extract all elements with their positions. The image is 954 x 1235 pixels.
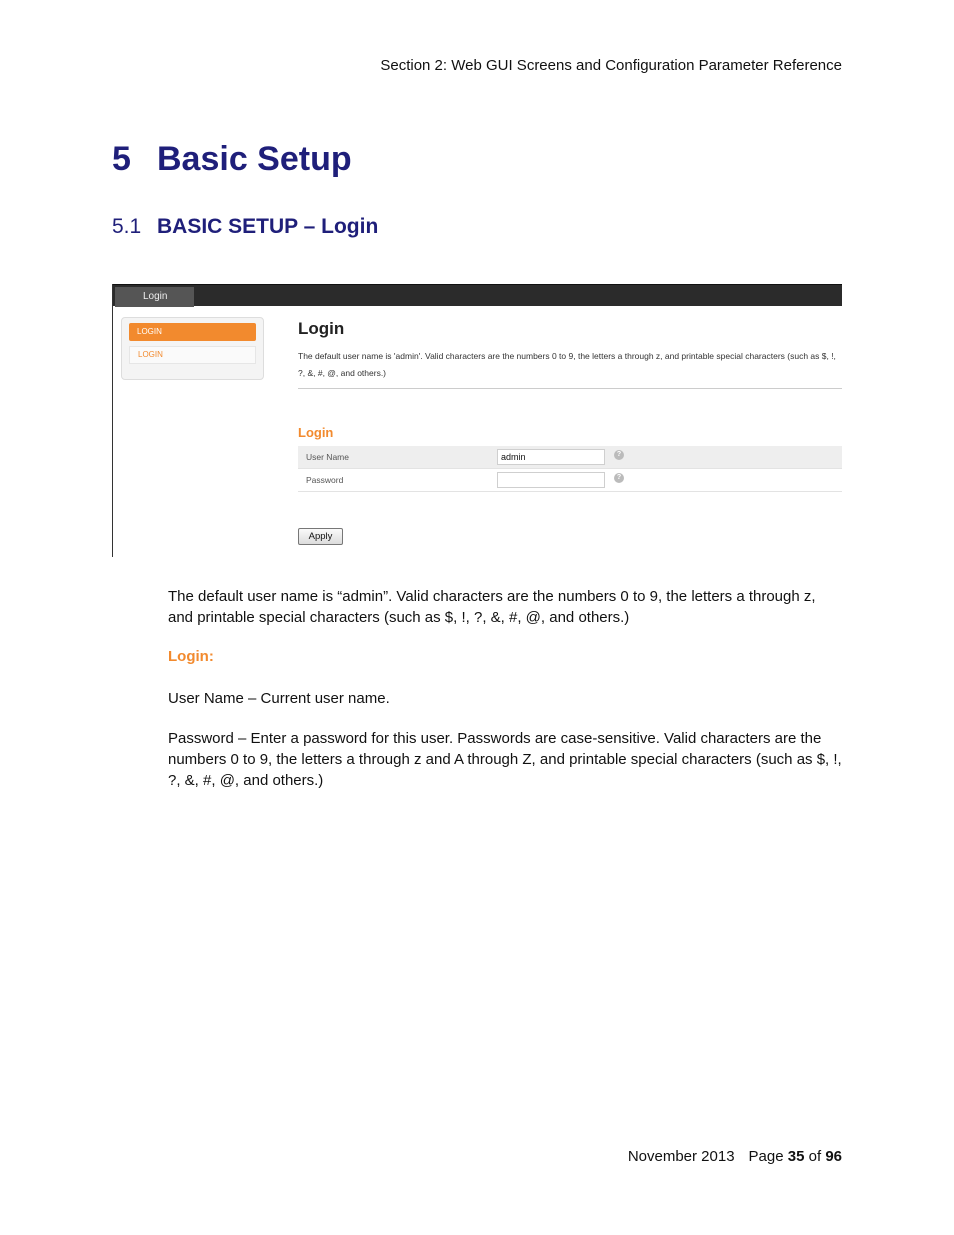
user-name-label: User Name: [306, 452, 349, 462]
gui-screenshot: [112, 284, 842, 557]
footer-page-number: 35: [787, 1148, 805, 1165]
tab-login[interactable]: Login: [115, 287, 194, 307]
chapter-title: Basic Setup: [157, 140, 352, 178]
help-icon[interactable]: ?: [614, 450, 624, 460]
form-row-password: [298, 469, 842, 492]
password-input[interactable]: [497, 472, 605, 488]
footer-total-pages: 96: [825, 1148, 842, 1165]
chapter-number: 5: [112, 140, 131, 178]
gui-divider: [298, 388, 842, 389]
section-number: 5.1: [112, 215, 142, 238]
gui-page-title: Login: [298, 319, 345, 338]
section-heading: [112, 215, 378, 239]
gui-sidebar: [121, 317, 264, 380]
footer-date: November 2013: [627, 1148, 735, 1165]
body-paragraph-default-user: The default user name is “admin”. Valid characters are the numbers 0 to 9, the letters a through z, and printable special characters (such as $, !, ?, &, #, @, and others.): [168, 588, 816, 626]
gui-section-subtitle: Login: [298, 425, 334, 440]
section-title: BASIC SETUP – Login: [157, 215, 379, 238]
footer-page-label: Page: [748, 1148, 784, 1165]
user-name-input[interactable]: admin: [497, 449, 605, 465]
form-row-user-name: [298, 446, 842, 469]
password-label: Password: [306, 475, 344, 485]
body-paragraph-password: Password – Enter a password for this user. Passwords are case-sensitive. Valid characters are the numbers 0 to 9, the letters a through z and A through Z, and printable special characters (such as $, !, ?, &, #, @, and others.): [168, 730, 842, 789]
apply-button[interactable]: Apply: [298, 528, 343, 545]
sidebar-item-login[interactable]: LOGIN: [129, 346, 256, 364]
running-header: Section 2: Web GUI Screens and Configuration Parameter Reference: [380, 57, 842, 74]
footer-of-label: of: [808, 1148, 822, 1165]
body-paragraph-user-name: User Name – Current user name.: [168, 690, 390, 707]
login-subheading: Login:: [168, 648, 214, 665]
gui-top-bar: [113, 284, 842, 306]
page-footer: [628, 1148, 842, 1165]
chapter-heading: [112, 140, 352, 179]
gui-description: The default user name is 'admin'. Valid characters are the numbers 0 to 9, the letters a through z, and printable special characters (such as $, !, ?, &, #, @, and others.): [298, 351, 836, 378]
sidebar-item-login-active[interactable]: LOGIN: [129, 323, 256, 341]
help-icon[interactable]: ?: [614, 473, 624, 483]
